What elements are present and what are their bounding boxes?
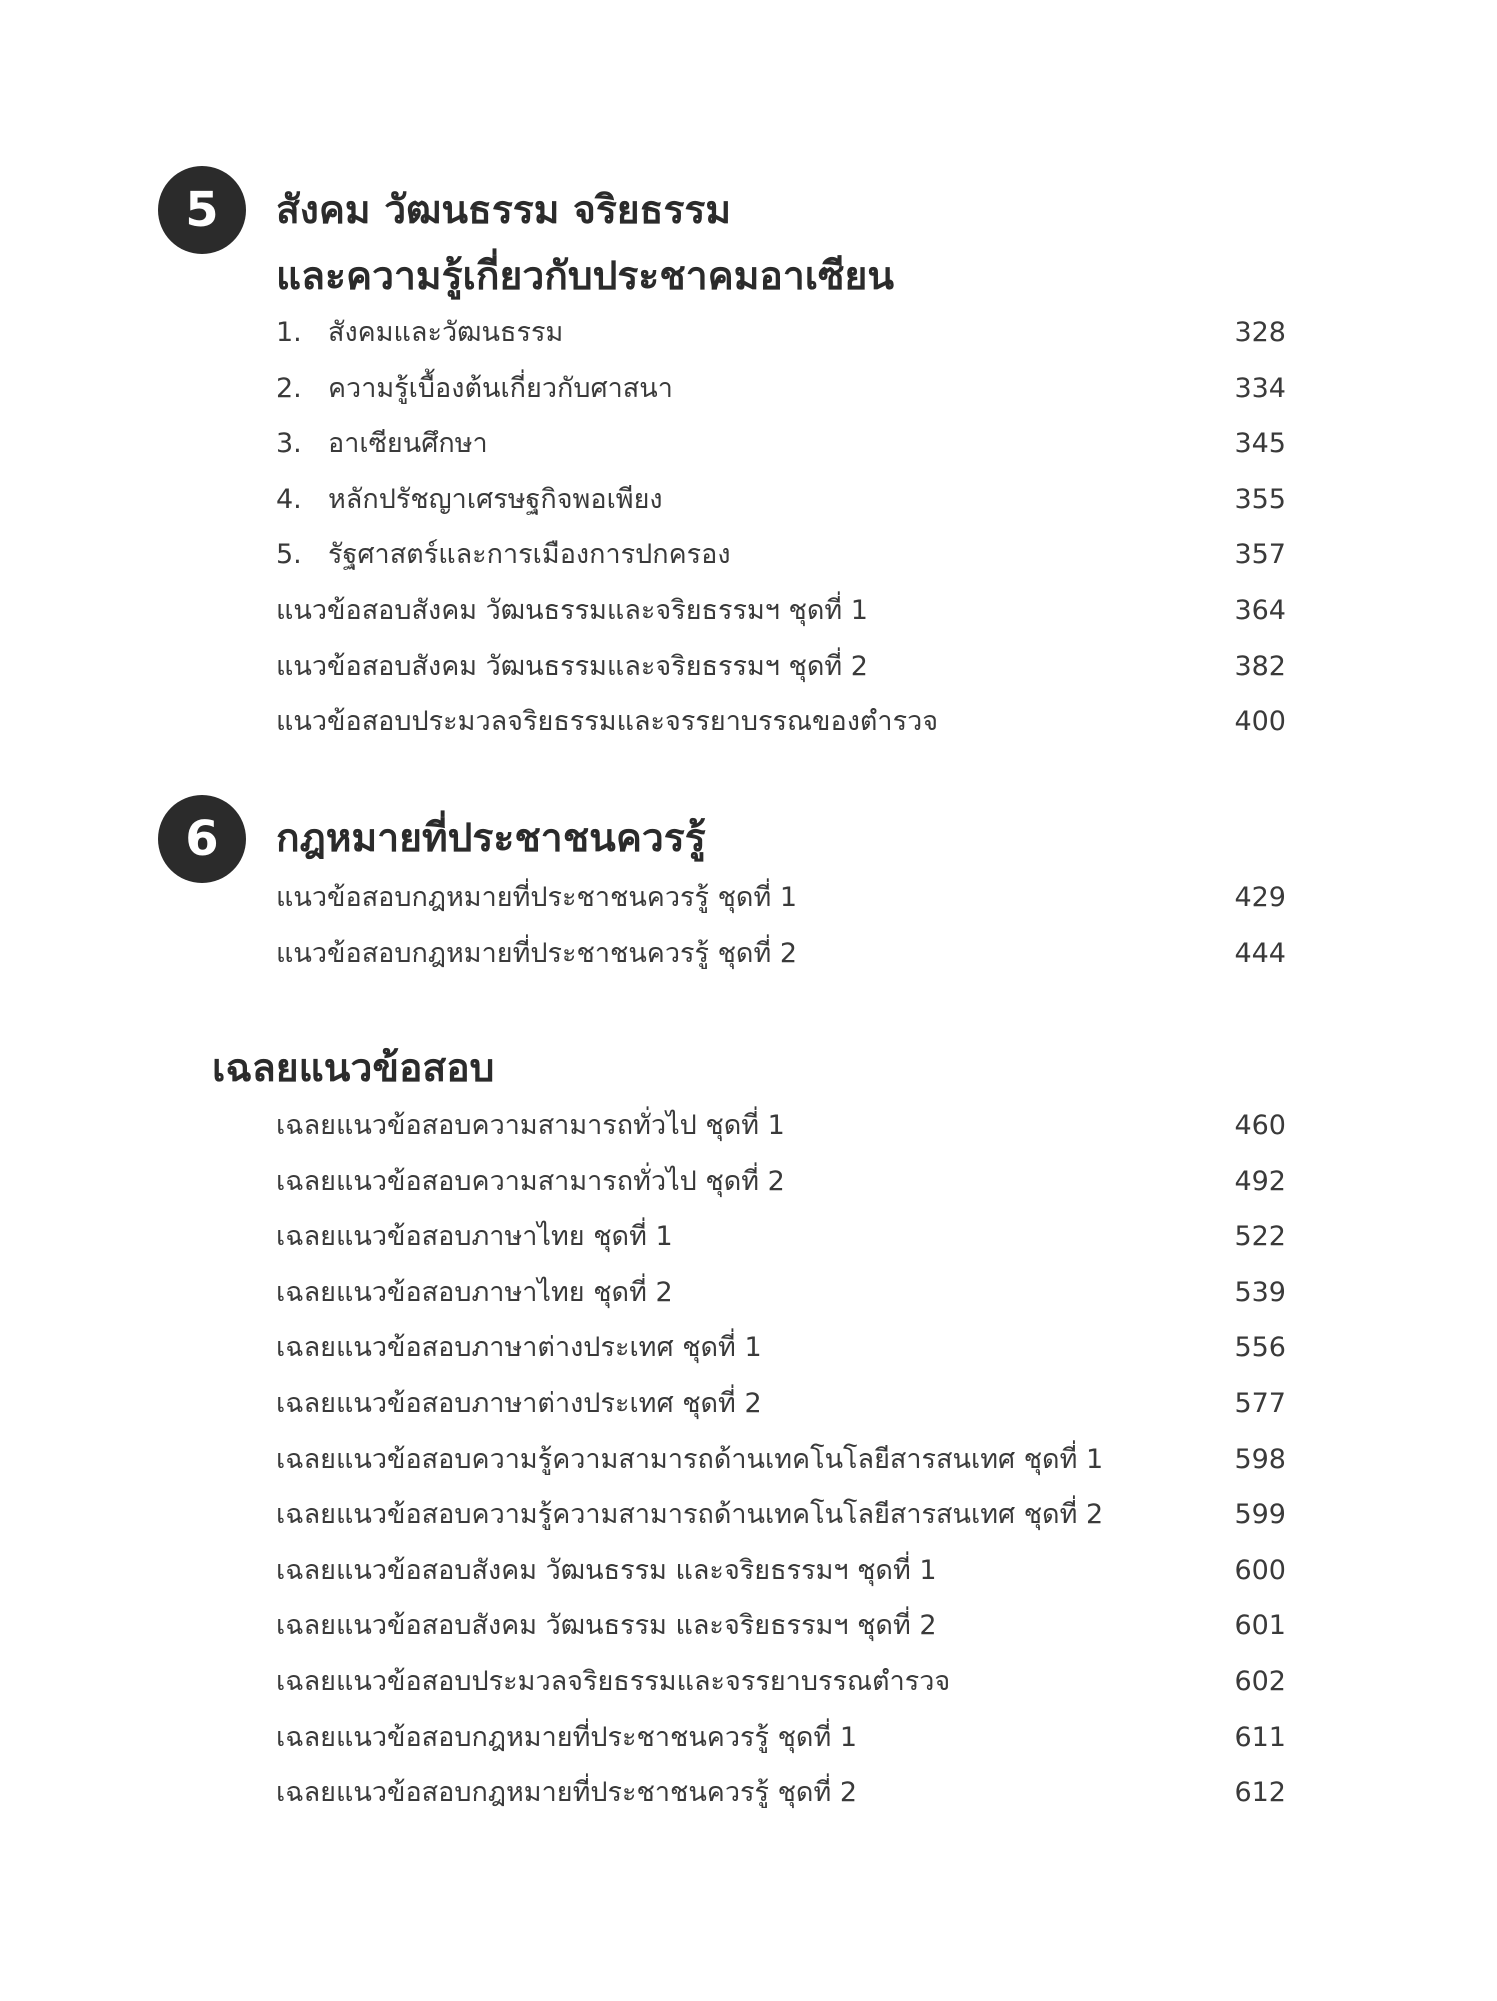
entry-label: เฉลยแนวข้อสอบความรู้ความสามารถด้านเทคโนโลยีสารสนเทศ ชุดที่ 2: [276, 1499, 1104, 1531]
toc-entry[interactable]: [276, 639, 1286, 695]
entry-page: 602: [1234, 1665, 1286, 1697]
toc-entry[interactable]: [276, 583, 1286, 639]
entry-page: 611: [1234, 1721, 1286, 1753]
toc-entry[interactable]: [276, 305, 1286, 361]
entry-page: 328: [1234, 317, 1286, 348]
entry-label: เฉลยแนวข้อสอบภาษาไทย ชุดที่ 1: [276, 1221, 673, 1253]
entry-number: 5.: [276, 539, 302, 571]
entry-label: รัฐศาสตร์และการเมืองการปกครอง: [328, 539, 731, 571]
entry-page: 577: [1234, 1387, 1286, 1419]
toc-entry[interactable]: [276, 1598, 1286, 1654]
toc-entry[interactable]: [276, 1098, 1286, 1154]
entry-label: เฉลยแนวข้อสอบภาษาไทย ชุดที่ 2: [276, 1276, 673, 1308]
entry-page: 357: [1234, 539, 1286, 571]
toc-entry[interactable]: [276, 1376, 1286, 1432]
chapter-6-list: [276, 870, 1286, 981]
toc-entry[interactable]: [276, 926, 1286, 982]
toc-entry[interactable]: [276, 1487, 1286, 1543]
entry-label: เฉลยแนวข้อสอบภาษาต่างประเทศ ชุดที่ 1: [276, 1332, 762, 1364]
entry-label: แนวข้อสอบกฎหมายที่ประชาชนควรรู้ ชุดที่ 1: [276, 882, 798, 913]
entry-page: 492: [1234, 1165, 1286, 1197]
entry-label: เฉลยแนวข้อสอบภาษาต่างประเทศ ชุดที่ 2: [276, 1387, 762, 1419]
toc-entry[interactable]: [276, 527, 1286, 583]
toc-entry[interactable]: [276, 870, 1286, 926]
entry-page: 364: [1234, 594, 1286, 626]
entry-page: 539: [1234, 1276, 1286, 1308]
toc-entry[interactable]: [276, 361, 1286, 417]
entry-page: 460: [1234, 1110, 1286, 1141]
toc-entry[interactable]: [276, 1154, 1286, 1210]
entry-number: 4.: [276, 483, 302, 515]
chapter-5-list: [276, 305, 1286, 750]
entry-page: 612: [1234, 1777, 1286, 1809]
toc-entry[interactable]: [276, 1543, 1286, 1599]
entry-label: เฉลยแนวข้อสอบกฎหมายที่ประชาชนควรรู้ ชุดที่ 1: [276, 1721, 858, 1753]
toc-entry[interactable]: [276, 416, 1286, 472]
entry-page: 355: [1234, 483, 1286, 515]
entry-label: เฉลยแนวข้อสอบความสามารถทั่วไป ชุดที่ 1: [276, 1110, 785, 1141]
toc-entry[interactable]: [276, 1265, 1286, 1321]
chapter-5-title-line1: สังคม วัฒนธรรม จริยธรรม: [276, 188, 732, 233]
entry-page: 444: [1234, 937, 1286, 969]
entry-label: เฉลยแนวข้อสอบกฎหมายที่ประชาชนควรรู้ ชุดที่ 2: [276, 1777, 858, 1809]
entry-page: 598: [1234, 1443, 1286, 1475]
toc-entry[interactable]: [276, 1432, 1286, 1488]
chapter-5-badge: 5: [158, 166, 246, 254]
entry-page: 400: [1234, 706, 1286, 738]
entry-page: 600: [1234, 1554, 1286, 1586]
entry-label: ความรู้เบื้องต้นเกี่ยวกับศาสนา: [328, 372, 673, 404]
entry-page: 599: [1234, 1499, 1286, 1531]
entry-label: อาเซียนศึกษา: [328, 428, 488, 460]
entry-page: 334: [1234, 372, 1286, 404]
toc-entry[interactable]: [276, 694, 1286, 750]
toc-entry[interactable]: [276, 1765, 1286, 1821]
entry-page: 556: [1234, 1332, 1286, 1364]
entry-page: 345: [1234, 428, 1286, 460]
toc-entry[interactable]: [276, 1320, 1286, 1376]
entry-label: สังคมและวัฒนธรรม: [328, 317, 564, 348]
chapter-6-badge: 6: [158, 795, 246, 883]
toc-entry[interactable]: [276, 1710, 1286, 1766]
entry-page: 382: [1234, 650, 1286, 682]
entry-page: 429: [1234, 882, 1286, 913]
entry-label: เฉลยแนวข้อสอบประมวลจริยธรรมและจรรยาบรรณตำรวจ: [276, 1665, 951, 1697]
entry-label: เฉลยแนวข้อสอบสังคม วัฒนธรรม และจริยธรรมฯ ชุดที่ 2: [276, 1610, 937, 1642]
entry-label: แนวข้อสอบประมวลจริยธรรมและจรรยาบรรณของตำรวจ: [276, 706, 939, 738]
answers-list: [276, 1098, 1286, 1821]
entry-number: 3.: [276, 428, 302, 460]
chapter-6-title: กฎหมายที่ประชาชนควรรู้: [276, 816, 706, 861]
answers-section-title: เฉลยแนวข้อสอบ: [212, 1046, 495, 1091]
entry-number: 2.: [276, 372, 302, 404]
toc-entry[interactable]: [276, 1209, 1286, 1265]
entry-label: แนวข้อสอบสังคม วัฒนธรรมและจริยธรรมฯ ชุดที่ 1: [276, 594, 868, 626]
entry-label: แนวข้อสอบกฎหมายที่ประชาชนควรรู้ ชุดที่ 2: [276, 937, 798, 969]
entry-page: 522: [1234, 1221, 1286, 1253]
entry-label: เฉลยแนวข้อสอบความรู้ความสามารถด้านเทคโนโลยีสารสนเทศ ชุดที่ 1: [276, 1443, 1104, 1475]
entry-label: หลักปรัชญาเศรษฐกิจพอเพียง: [328, 483, 663, 515]
entry-label: แนวข้อสอบสังคม วัฒนธรรมและจริยธรรมฯ ชุดที่ 2: [276, 650, 868, 682]
entry-number: 1.: [276, 317, 302, 348]
toc-entry[interactable]: [276, 1654, 1286, 1710]
toc-entry[interactable]: [276, 472, 1286, 528]
entry-page: 601: [1234, 1610, 1286, 1642]
entry-label: เฉลยแนวข้อสอบความสามารถทั่วไป ชุดที่ 2: [276, 1165, 785, 1197]
chapter-5-title-line2: และความรู้เกี่ยวกับประชาคมอาเซียน: [276, 254, 895, 299]
entry-label: เฉลยแนวข้อสอบสังคม วัฒนธรรม และจริยธรรมฯ ชุดที่ 1: [276, 1554, 937, 1586]
